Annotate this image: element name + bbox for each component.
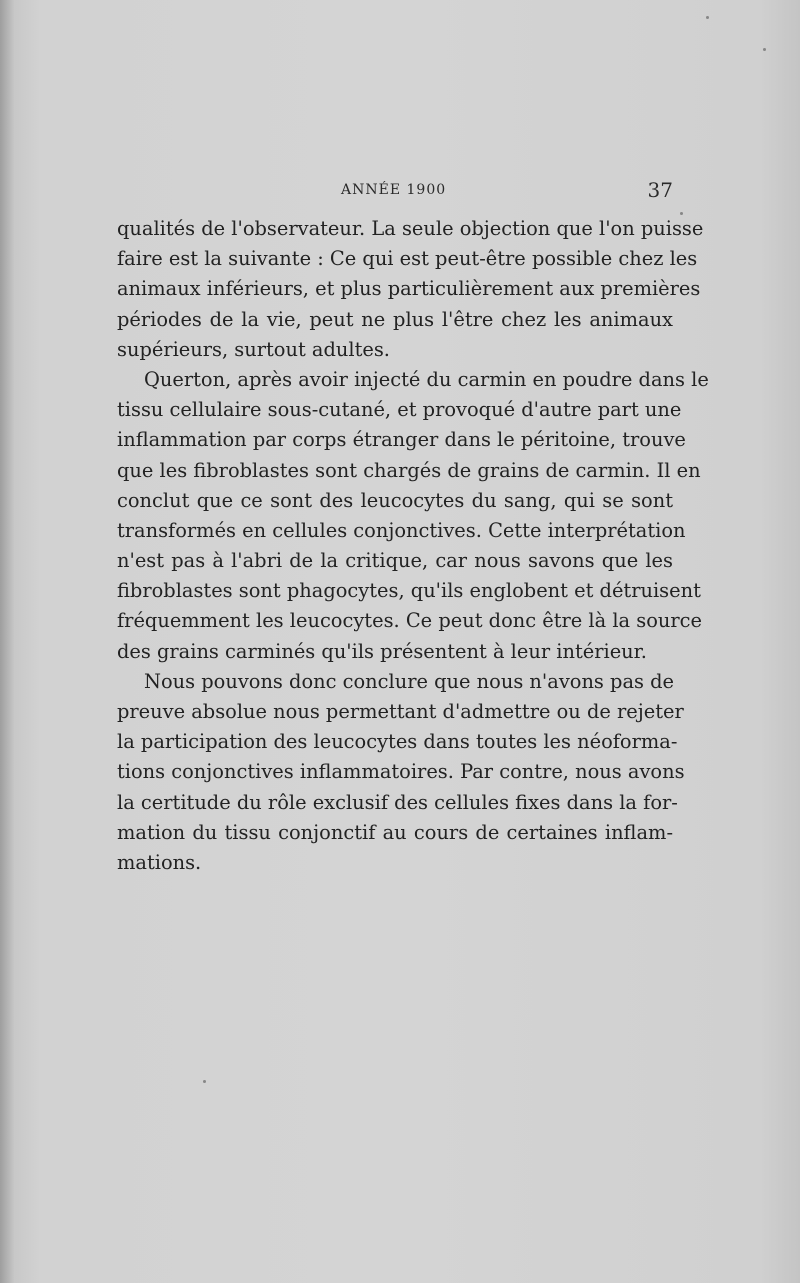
paragraph-2 <box>117 365 709 667</box>
body-text <box>117 214 709 878</box>
text-line: n'est pas à l'abri de la critique, car nous savons que les <box>117 549 673 573</box>
text-line: qualités de l'observateur. La seule objection que l'on puisse <box>117 217 704 240</box>
paper-speck <box>763 48 766 51</box>
paper-speck <box>203 1080 206 1083</box>
text-line: transformés en cellules conjonctives. Cette interprétation <box>117 518 686 542</box>
text-line: périodes de la vie, peut ne plus l'être chez les animaux <box>117 307 673 331</box>
text-line: inflammation par corps étranger dans le péritoine, trouve <box>117 428 686 452</box>
text-line: la participation des leucocytes dans toutes les néoforma- <box>117 730 678 754</box>
text-line: animaux inférieurs, et plus particulièrement aux premières <box>117 277 701 301</box>
text-line: preuve absolue nous permettant d'admettre ou de rejeter <box>117 700 684 723</box>
paragraph-1 <box>117 214 704 365</box>
text-line: tions conjonctives inflammatoires. Par contre, nous avons <box>117 760 685 784</box>
text-line: fibroblastes sont phagocytes, qu'ils englobent et détruisent <box>117 579 701 603</box>
text-line: Querton, après avoir injecté du carmin en poudre dans le <box>144 367 709 391</box>
page-number: 37 <box>647 178 673 202</box>
text-line: Nous pouvons donc conclure que nous n'avons pas de <box>144 669 675 693</box>
text-line: la certitude du rôle exclusif des cellules fixes dans la for- <box>117 790 678 814</box>
paper-speck <box>680 212 683 215</box>
text-line: mations. <box>117 850 202 874</box>
text-line: supérieurs, surtout adultes. <box>117 337 390 361</box>
text-line: que les fibroblastes sont chargés de grains de carmin. Il en <box>117 458 701 482</box>
paper-speck <box>706 16 709 19</box>
paragraph-3 <box>117 667 685 878</box>
text-line: fréquemment les leucocytes. Ce peut donc être là la source <box>117 609 702 633</box>
text-line: conclut que ce sont des leucocytes du sang, qui se sont <box>117 488 673 512</box>
text-line: mation du tissu conjonctif au cours de certaines inflam- <box>117 820 673 844</box>
page-edge-shadow <box>0 0 14 1283</box>
running-header <box>117 178 673 204</box>
text-line: tissu cellulaire sous-cutané, et provoqué d'autre part une <box>117 398 682 422</box>
running-title: ANNÉE 1900 <box>341 182 447 198</box>
text-line: des grains carminés qu'ils présentent à leur intérieur. <box>117 639 647 663</box>
text-line: faire est la suivante : Ce qui est peut-être possible chez les <box>117 247 698 271</box>
